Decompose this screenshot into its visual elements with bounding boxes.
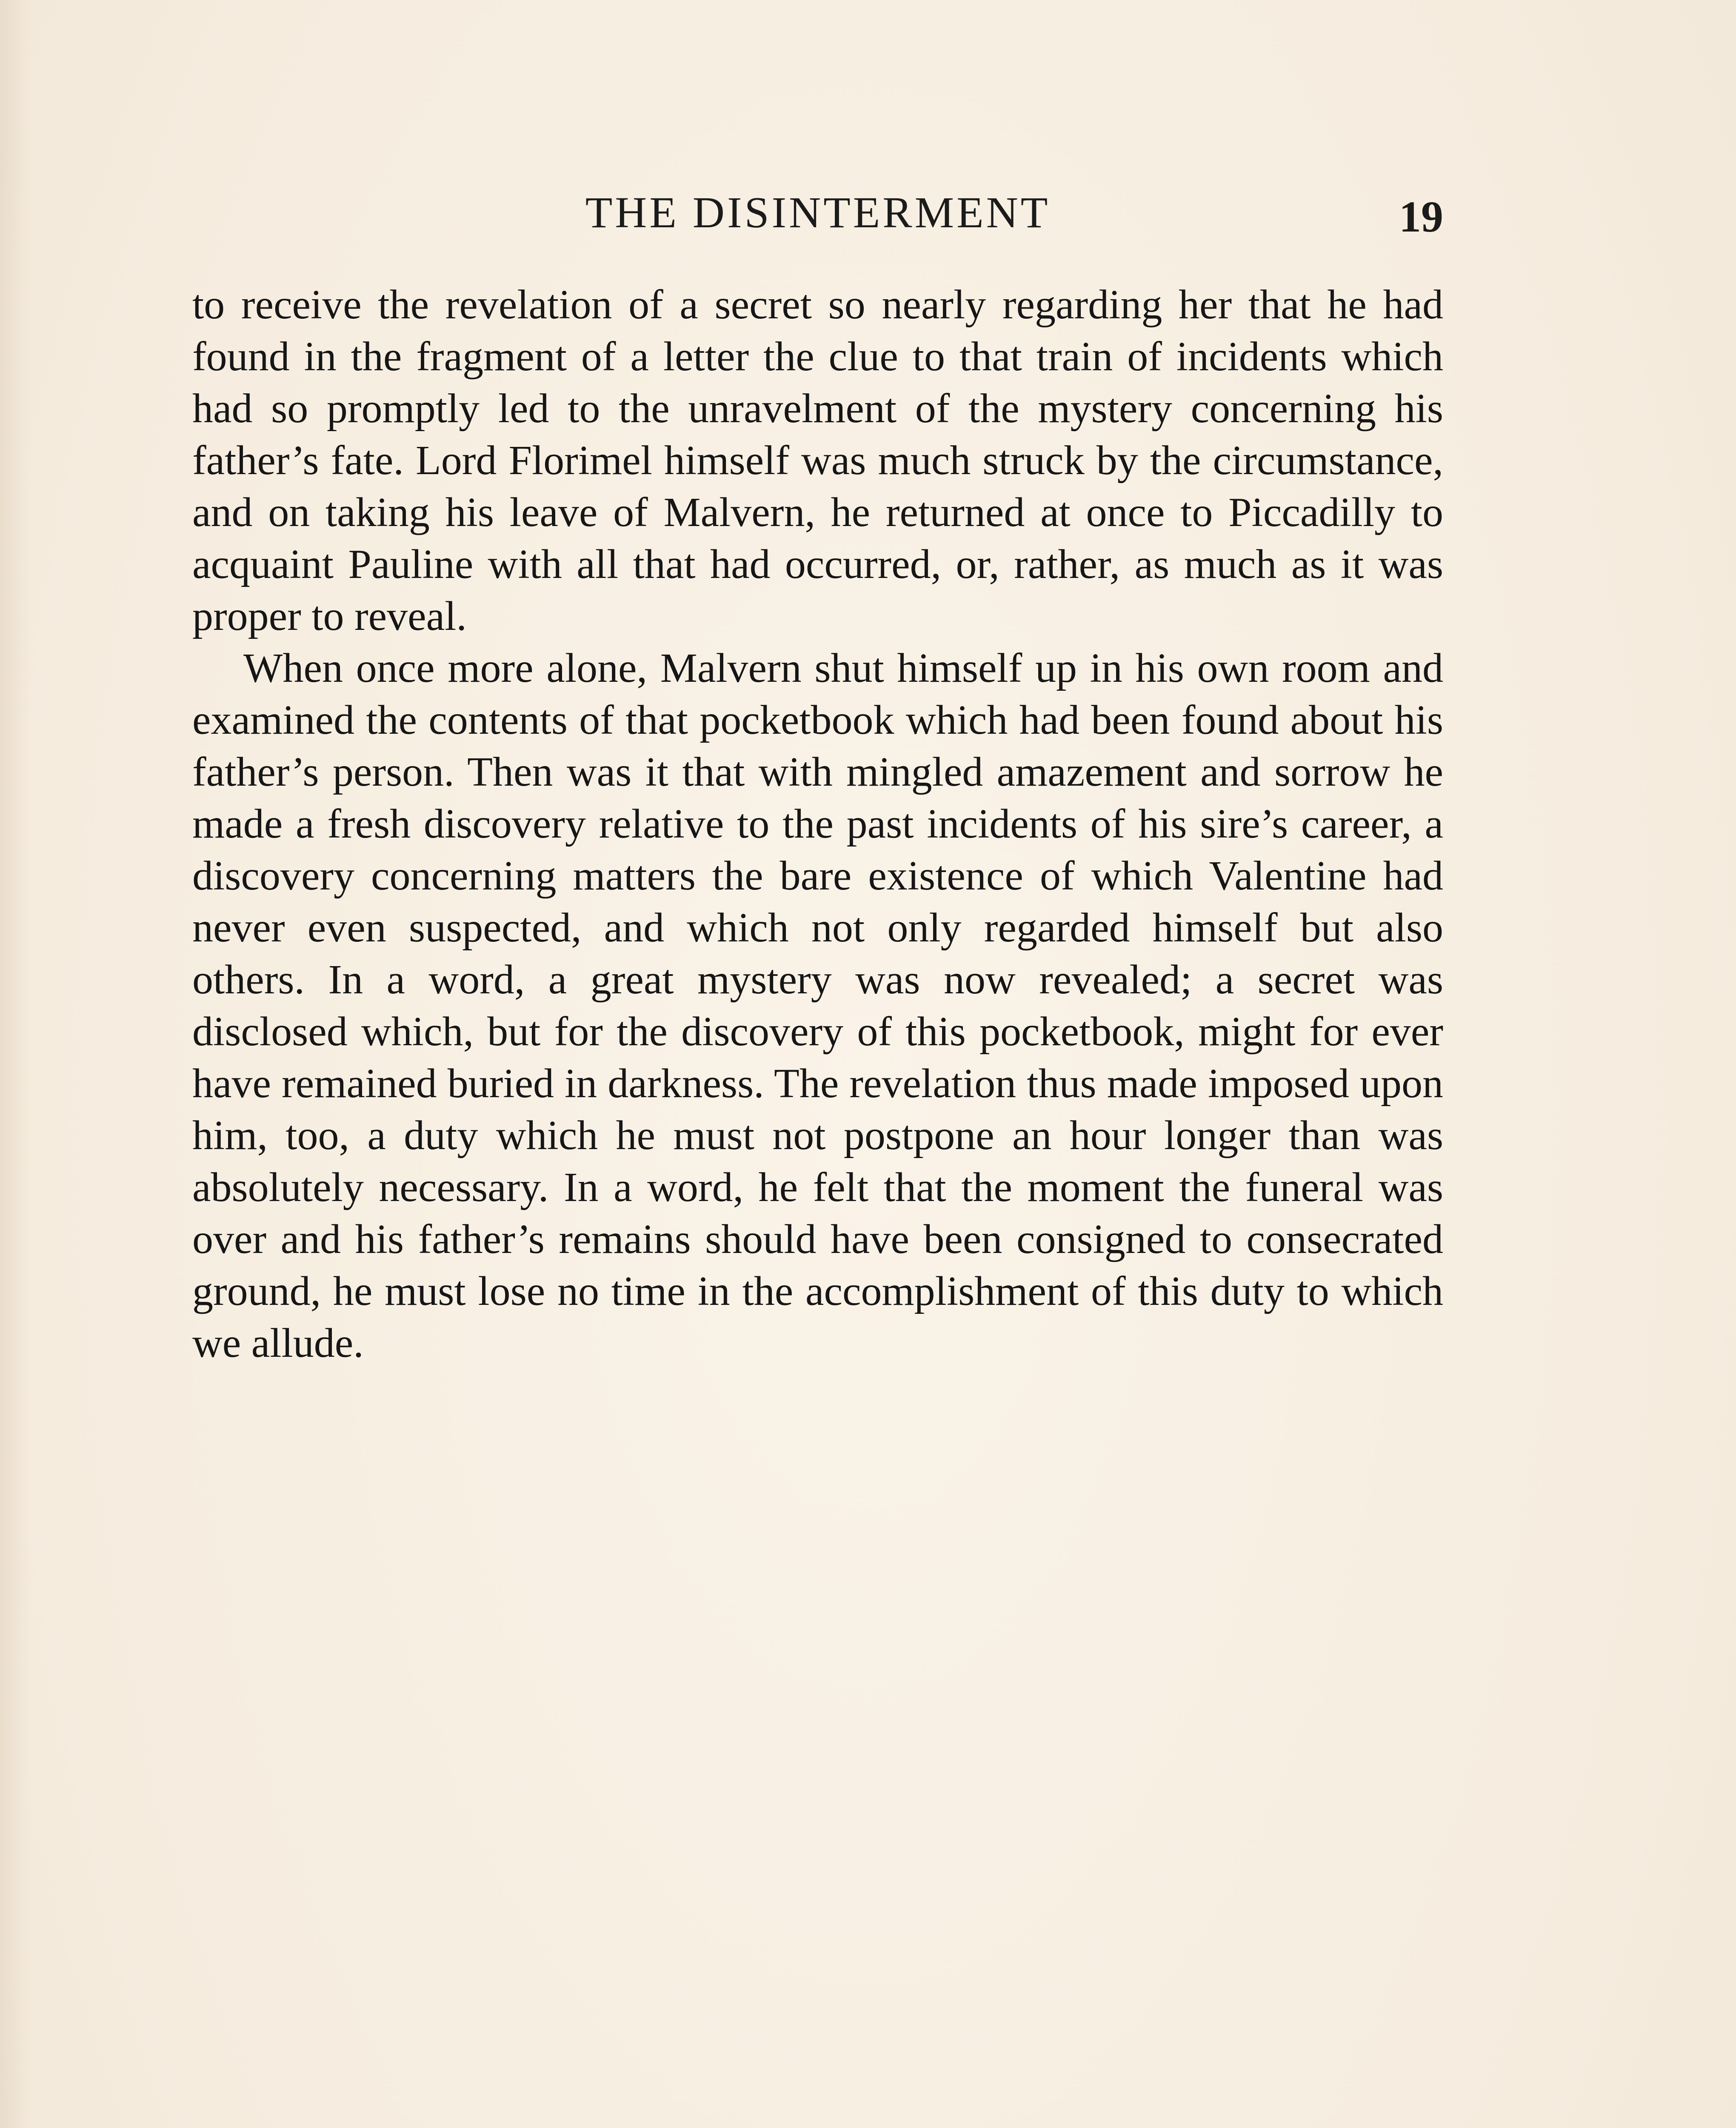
paragraph-2: When once more alone, Malvern shut himself up in his own room and examined the contents of that pocketbook which had been found about his father’s person. Then was it that with mingled amazement and sorrow he made a fresh discovery relative to the past incidents of his sire’s career, a discovery concerning matters the bare existence of which Valentine had never even suspected, and which not only regarded himself but also others. In a word, a great mystery was now revealed; a secret was disclosed which, but for the discovery of this pocketbook, might for ever have remained buried in darkness. The revelation thus made imposed upon him, too, a duty which he must not postpone an hour longer than was absolutely necessary. In a word, he felt that the moment the funeral was over and his father’s remains should have been consigned to consecrated ground, he must lose no time in the accomplishment of this duty to which we allude.	[192, 645, 1443, 1366]
paragraph-1: to receive the revelation of a secret so nearly regarding her that he had found in the fragment of a letter the clue to that train of incidents which had so promptly led to the unravelment of the mystery concerning his father’s fate. Lord Florimel himself was much struck by the circumstance, and on taking his leave of Malvern, he returned at once to Piccadilly to acquaint Pauline with all that had occurred, or, rather, as much as it was proper to reveal.	[192, 282, 1443, 639]
page-number: 19	[1399, 192, 1443, 241]
page-edge-shadow	[0, 0, 30, 2128]
running-head: THE DISINTERMENT	[585, 188, 1051, 237]
page-header	[192, 187, 1443, 247]
body-text	[192, 279, 1443, 1369]
